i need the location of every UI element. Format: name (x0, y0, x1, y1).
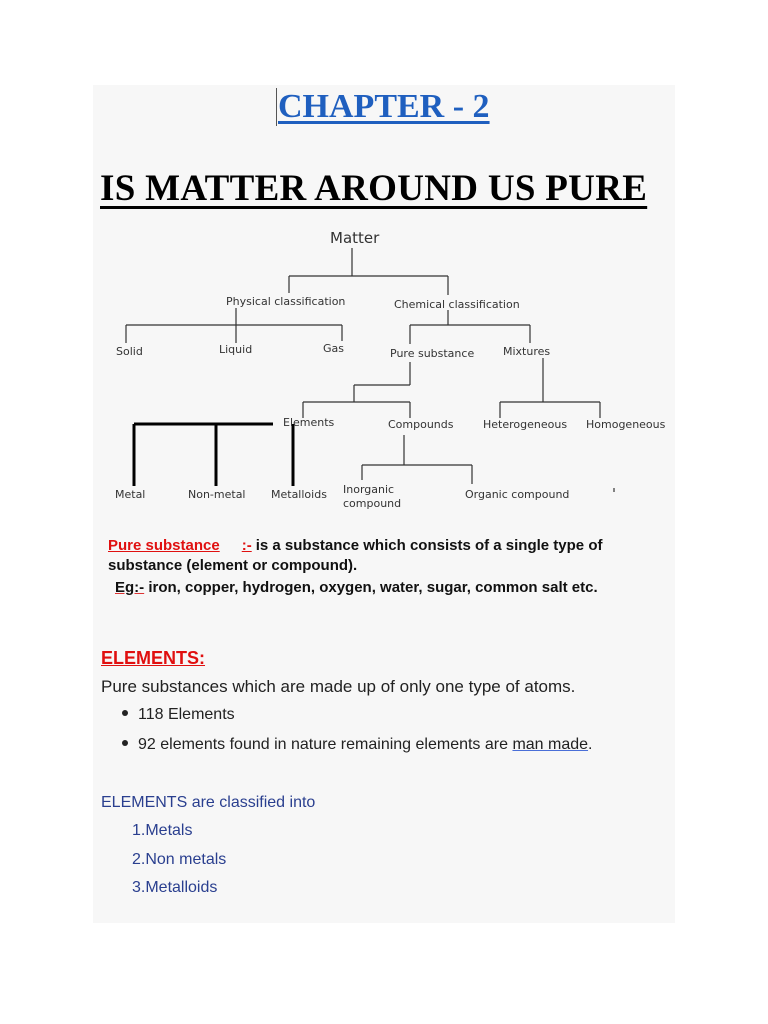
examples-line (115, 579, 598, 596)
pure-substance-term: Pure substance (108, 537, 220, 554)
man-made-text: man made (512, 736, 589, 753)
node-liquid: Liquid (219, 343, 253, 356)
examples-text: iron, copper, hydrogen, oxygen, water, sugar, common salt etc. (148, 579, 598, 596)
node-inorganic-line1: Inorganic (343, 483, 395, 496)
chapter-heading: CHAPTER - 2 (278, 88, 490, 125)
node-organic-compound: Organic compound (465, 488, 570, 501)
bullet-text: 92 elements found in nature remaining elements are (138, 736, 513, 753)
node-gas: Gas (323, 342, 344, 355)
node-solid: Solid (116, 345, 143, 358)
node-chemical-classification: Chemical classification (394, 298, 520, 311)
bullet-icon (122, 740, 128, 746)
node-pure-substance: Pure substance (390, 347, 475, 360)
node-compounds: Compounds (388, 418, 454, 431)
node-mixtures: Mixtures (503, 345, 551, 358)
list-item: 3.Metalloids (132, 879, 218, 896)
elements-heading: ELEMENTS: (101, 648, 206, 668)
node-elements: Elements (283, 416, 335, 429)
node-physical-classification: Physical classification (226, 295, 346, 308)
node-non-metal: Non-metal (188, 488, 246, 501)
node-metalloids: Metalloids (271, 488, 327, 501)
eg-label: Eg:- (115, 579, 145, 596)
node-homogeneous: Homogeneous (586, 418, 666, 431)
pure-substance-definition (108, 536, 678, 576)
node-inorganic-line2: compound (343, 497, 402, 510)
elements-definition: Pure substances which are made up of only one type of atoms. (101, 677, 576, 696)
page-title: IS MATTER AROUND US PURE (100, 168, 648, 209)
bullet-text: 118 Elements (138, 706, 235, 723)
bullet-icon (122, 710, 128, 716)
bullet-end: . (588, 736, 593, 753)
pure-substance-text: is a substance which consists of a single type of substance (element or compound). (108, 537, 603, 574)
node-metal: Metal (115, 488, 146, 501)
list-item: 2.Non metals (132, 851, 227, 868)
bullet-item (122, 736, 593, 754)
list-item: 1.Metals (132, 822, 193, 839)
node-matter: Matter (330, 229, 380, 247)
definition-separator: :- (241, 537, 252, 554)
node-heterogeneous: Heterogeneous (483, 418, 568, 431)
bullet-item (122, 706, 235, 724)
classified-heading: ELEMENTS are classified into (101, 794, 316, 811)
